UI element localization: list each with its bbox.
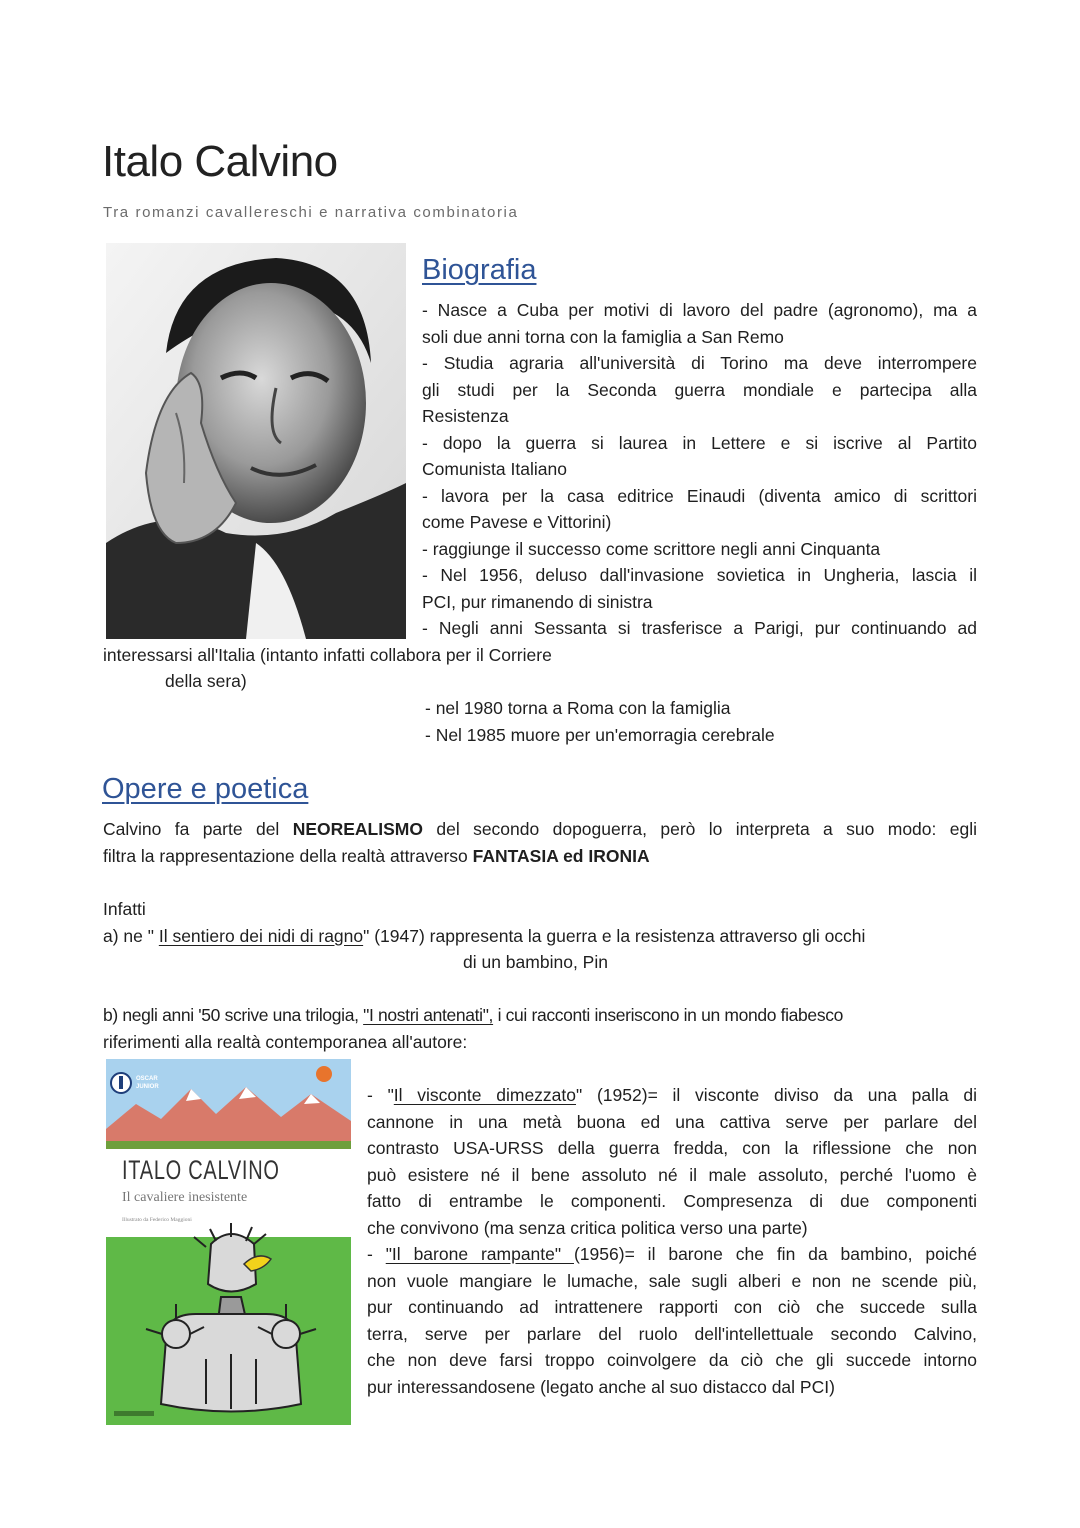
bio-line: - nel 1980 torna a Roma con la famiglia: [425, 698, 731, 718]
bio-line: PCI, pur rimanendo di sinistra: [422, 591, 653, 612]
cover-author: ITALO CALVINO: [122, 1155, 280, 1185]
bio-line: - dopo la guerra si laurea in Lettere e si iscrive al Partito: [422, 432, 977, 453]
opere-visconte-line: contrasto USA-URSS della guerra fredda, con la riflessione che non: [367, 1138, 977, 1158]
book-cover-il-cavaliere-inesistente: [106, 1059, 351, 1425]
book-title-sentiero: Il sentiero dei nidi di ragno: [158, 925, 364, 946]
book-title-barone: "Il barone rampante": [385, 1244, 574, 1264]
opere-barone-line: terra, serve per parlare del ruolo dell'intellettuale secondo Calvino,: [367, 1323, 977, 1344]
opere-item-a-cont: di un bambino, Pin: [463, 952, 608, 972]
opere-intro-line-1: Calvino fa parte del NEOREALISMO del secondo dopoguerra, però lo interpreta a suo modo: egli: [103, 819, 977, 839]
bio-line: - Nel 1956, deluso dall'invasione sovietica in Ungheria, lascia il: [422, 565, 977, 585]
page-subtitle: Tra romanzi cavallereschi e narrativa combinatoria: [103, 204, 519, 221]
bio-line: - Negli anni Sessanta si trasferisce a Parigi, pur continuando ad: [422, 618, 977, 638]
bio-line: come Pavese e Vittorini): [422, 512, 612, 532]
bio-line: - Nasce a Cuba per motivi di lavoro del padre (agronomo), ma a: [422, 300, 977, 320]
opere-visconte-line: cannone in una metà buona ed una cattiva serve per parlare del: [367, 1111, 977, 1132]
opere-intro-line-2: filtra la rappresentazione della realtà attraverso FANTASIA ed IRONIA: [103, 845, 650, 866]
book-title-visconte: Il visconte dimezzato: [393, 1085, 577, 1105]
bio-line: Comunista Italiano: [422, 459, 567, 479]
opere-item-b: b) negli anni '50 scrive una trilogia, "I nostri antenati", i cui racconti inseriscono in un mondo fiabesco: [103, 1005, 844, 1025]
opere-visconte-line: che convivono (ma senza critica politica verso una parte): [367, 1217, 808, 1238]
bio-line: soli due anni torna con la famiglia a San Remo: [422, 326, 784, 347]
section-heading-opere: Opere e poetica: [102, 773, 309, 805]
cover-series-top: OSCAR: [136, 1076, 158, 1082]
cover-illustrator: Illustrato da Federico Maggioni: [122, 1217, 192, 1223]
cover-book-title: Il cavaliere inesistente: [122, 1190, 248, 1205]
opere-item-b-cont: riferimenti alla realtà contemporanea all'autore:: [103, 1031, 468, 1052]
bio-line: - raggiunge il successo come scrittore negli anni Cinquanta: [422, 538, 881, 559]
opere-visconte-line: può esistere né il bene assoluto né il male assoluto, perché l'uomo è: [367, 1164, 977, 1185]
opere-barone-line: che non deve farsi troppo coinvolgere da ciò che gli succede intorno: [367, 1350, 977, 1370]
section-heading-biografia: Biografia: [422, 254, 537, 286]
opere-barone-line: pur continuando ad intrattenere rapporti con ciò che succede sulla: [367, 1297, 977, 1317]
bio-line: - lavora per la casa editrice Einaudi (diventa amico di scrittori: [422, 485, 977, 506]
opere-visconte-line: - "Il visconte dimezzato" (1952)= il visconte diviso da una palla di: [367, 1085, 978, 1105]
opere-infatti: Infatti: [103, 899, 146, 919]
opere-barone-line: pur interessandosene (legato anche al suo distacco dal PCI): [367, 1376, 835, 1397]
bio-line: Resistenza: [422, 406, 509, 426]
page-title: Italo Calvino: [102, 137, 338, 186]
opere-barone-line: non vuole mangiare le lumache, sale sugli alberi e non ne scende più,: [367, 1270, 977, 1291]
bio-line: interessarsi all'Italia (intanto infatti collabora per il Corriere: [103, 644, 552, 665]
bio-line: - Studia agraria all'università di Torino ma deve interrompere: [422, 353, 977, 373]
book-title-antenati: "I nostri antenati",: [363, 1005, 494, 1025]
opere-barone-line: - "Il barone rampante" (1956)= il barone che fin da bambino, poiché: [367, 1244, 977, 1264]
opere-visconte-line: fatto di entrambe le componenti. Compresenza di due componenti: [367, 1191, 977, 1211]
bio-line: gli studi per la Seconda guerra mondiale e partecipa alla: [422, 379, 977, 400]
calvino-portrait-photo: [106, 243, 406, 639]
bio-line: della sera): [165, 671, 247, 691]
cover-series-bottom: JUNIOR: [136, 1084, 159, 1090]
opere-item-a: a) ne " Il sentiero dei nidi di ragno" (1947) rappresenta la guerra e la resistenza attraverso gli occhi: [103, 925, 866, 946]
bio-line: - Nel 1985 muore per un'emorragia cerebrale: [425, 724, 775, 745]
